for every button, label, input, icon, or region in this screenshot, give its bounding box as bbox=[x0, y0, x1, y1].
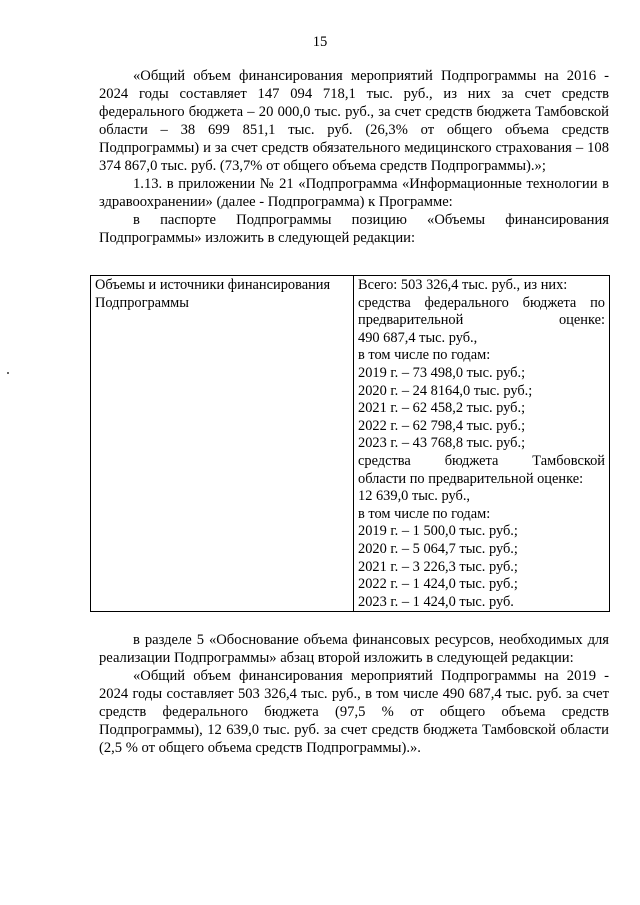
value-line: 490 687,4 тыс. руб., bbox=[358, 329, 478, 346]
paragraph-passport-instruction: в паспорте Подпрограммы позицию «Объемы финансирования Подпрограммы» изложить в следующей редакции: bbox=[99, 212, 609, 246]
value-line: 2021 г. – 3 226,3 тыс. руб.; bbox=[358, 558, 518, 575]
value-line: предварительной оценке: bbox=[358, 312, 605, 329]
paragraph-item-1-13: 1.13. в приложении № 21 «Подпрограмма «Информационные технологии в здравоохранении» (далее - Подпрограмма) к Программе: bbox=[99, 176, 609, 210]
value-line: 2022 г. – 1 424,0 тыс. руб.; bbox=[358, 576, 518, 593]
section-5-amendment bbox=[99, 631, 609, 757]
value-line: Всего: 503 326,4 тыс. руб., из них: bbox=[358, 277, 568, 293]
value-line: 2023 г. – 1 424,0 тыс. руб. bbox=[358, 593, 514, 610]
value-line: средства бюджета Тамбовской bbox=[358, 452, 605, 469]
table-cell-values bbox=[354, 276, 610, 612]
intro-section bbox=[99, 67, 609, 247]
table-cell-label: Объемы и источники финансирования Подпрограммы bbox=[91, 276, 354, 612]
value-line: 2020 г. – 5 064,7 тыс. руб.; bbox=[358, 540, 518, 557]
paragraph-financing-2019-2024: «Общий объем финансирования мероприятий Подпрограммы на 2019 - 2024 годы составляет 503 326,4 тыс. руб., в том числе 490 687,4 тыс. руб. за счет средств федерального бюджета (97,5 % от общего объема средств Подпрограммы), 12 639,0 тыс. руб. за счет средств бюджета Тамбовской области (2,5 % от общего объема средств Подпрограммы).». bbox=[99, 668, 609, 756]
value-line: области по предварительной оценке: bbox=[358, 470, 584, 487]
scan-margin-mark bbox=[7, 372, 9, 374]
value-line: 2020 г. – 24 8164,0 тыс. руб.; bbox=[358, 382, 533, 399]
passport-table bbox=[90, 275, 610, 612]
value-line: 2021 г. – 62 458,2 тыс. руб.; bbox=[358, 400, 526, 417]
value-line: 2023 г. – 43 768,8 тыс. руб.; bbox=[358, 435, 526, 452]
value-line: 2019 г. – 1 500,0 тыс. руб.; bbox=[358, 523, 518, 540]
value-line: средства федерального бюджета по bbox=[358, 294, 605, 311]
value-line: 2022 г. – 62 798,4 тыс. руб.; bbox=[358, 417, 526, 434]
paragraph-financing-2016-2024: «Общий объем финансирования мероприятий Подпрограммы на 2016 - 2024 годы составляет 147 094 718,1 тыс. руб., из них за счет средств федерального бюджета – 20 000,0 тыс. руб., за счет средств бюджета Тамбовской области – 38 699 851,1 тыс. руб. (26,3% от общего объема средств Подпрограммы) и за счет средств обязательного медицинского страхования – 108 374 867,0 тыс. руб. (73,7% от общего объема средств Подпрограммы).»; bbox=[99, 68, 609, 174]
page-number: 15 bbox=[312, 34, 328, 50]
value-line: в том числе по годам: bbox=[358, 347, 491, 364]
value-line: 12 639,0 тыс. руб., bbox=[358, 488, 471, 505]
value-line: 2019 г. – 73 498,0 тыс. руб.; bbox=[358, 364, 526, 381]
value-line: в том числе по годам: bbox=[358, 505, 491, 522]
table-row bbox=[91, 276, 610, 612]
paragraph-section-5-instruction: в разделе 5 «Обоснование объема финансовых ресурсов, необходимых для реализации Подпрограммы» абзац второй изложить в следующей редакции: bbox=[99, 632, 609, 666]
